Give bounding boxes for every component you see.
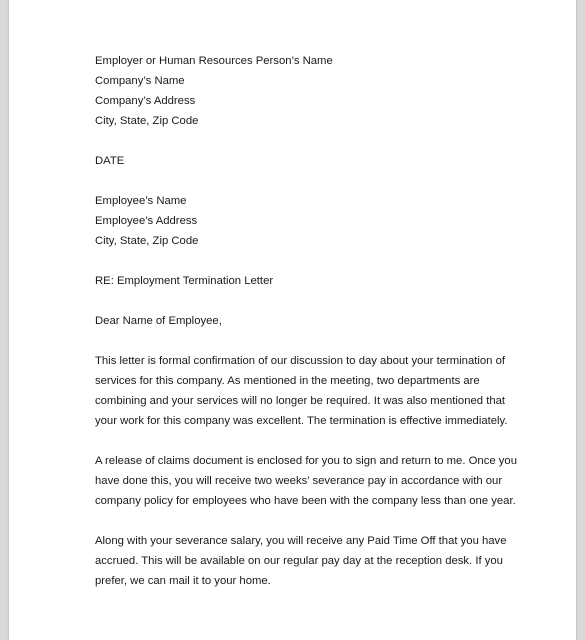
sender-address: Company’s Address [95,95,196,107]
recipient-address: Employee’s Address [95,215,198,227]
paragraph-line: have done this, you will receive two weeks’ severance pay in accordance with our [95,475,503,487]
recipient-city: City, State, Zip Code [95,235,199,247]
sender-company: Company’s Name [95,75,185,87]
sender-city: City, State, Zip Code [95,115,199,127]
sender-name: Employer or Human Resources Person’s Name [95,55,333,67]
paragraph-line: This letter is formal confirmation of our discussion to day about your termination of [95,355,506,367]
paragraph-line: company policy for employees who have been with the company less than one year. [95,495,516,507]
paragraph-line: A release of claims document is enclosed for you to sign and return to me. Once you [95,455,517,467]
paragraph-line: your work for this company was excellent. The termination is effective immediately. [95,415,508,427]
recipient-name: Employee’s Name [95,195,187,207]
paragraph-line: combining and your services will no longer be required. It was also mentioned that [95,395,506,407]
paragraph-line: prefer, we can mail it to your home. [95,575,271,587]
letter-page [9,0,576,640]
salutation: Dear Name of Employee, [95,315,222,327]
paragraph-line: services for this company. As mentioned in the meeting, two departments are [95,375,480,387]
letter-date: DATE [95,155,125,167]
paragraph-line: Along with your severance salary, you will receive any Paid Time Off that you have [95,535,507,547]
paragraph-line: accrued. This will be available on our regular pay day at the reception desk. If you [95,555,503,567]
subject-line: RE: Employment Termination Letter [95,275,274,287]
